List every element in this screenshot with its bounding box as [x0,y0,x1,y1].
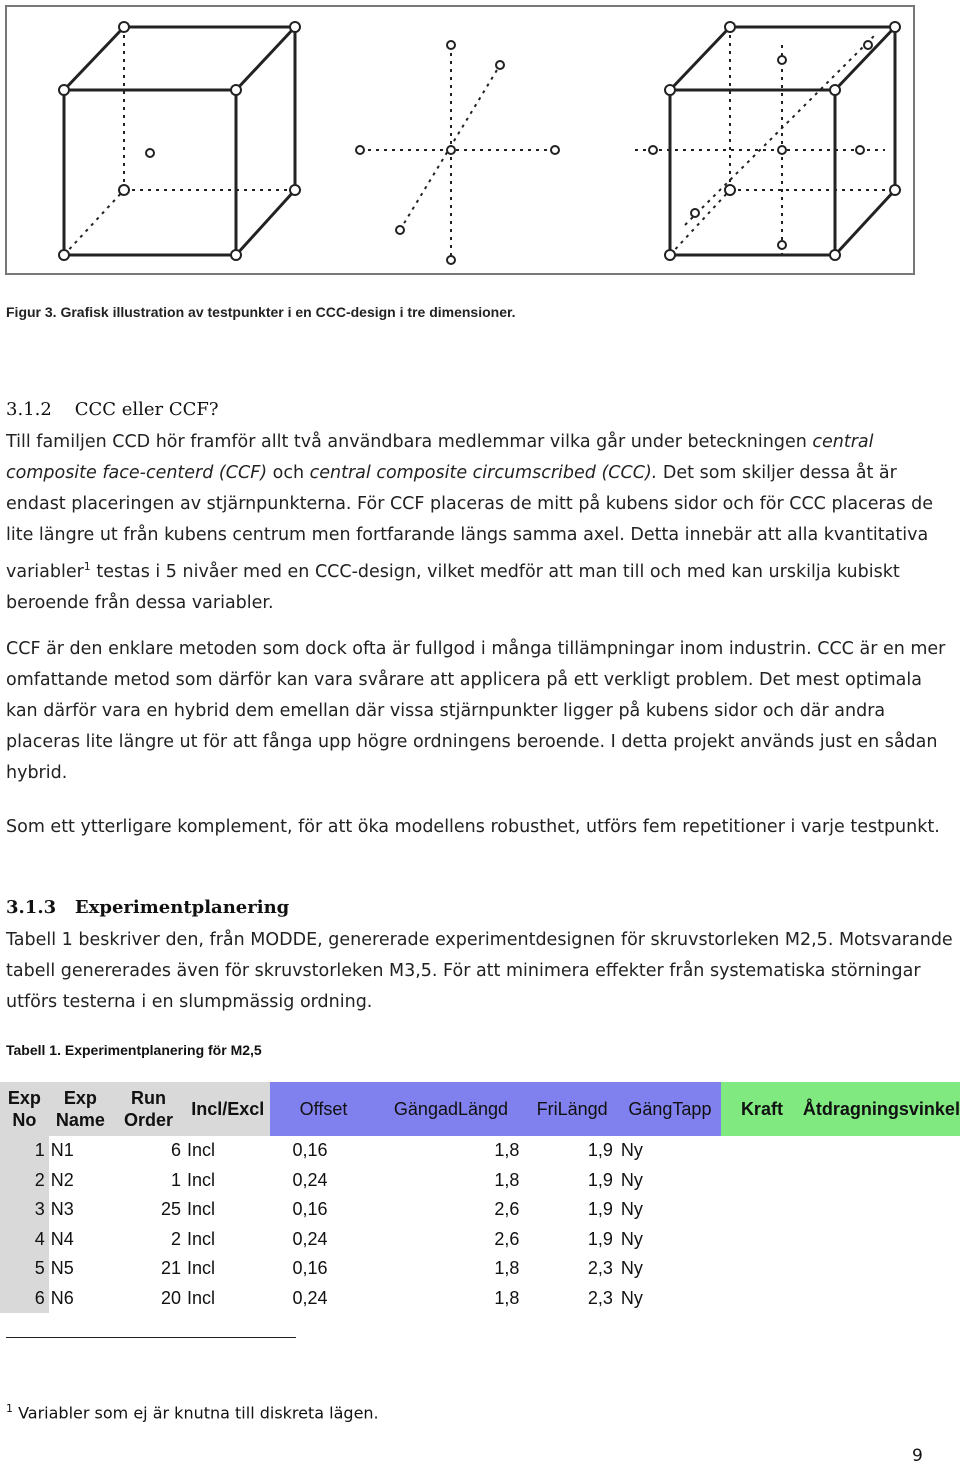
cell-offset: 0,16 [292,1258,328,1279]
cell-incl: Incl [187,1199,216,1220]
table-row [0,1136,960,1166]
footnote-divider [6,1337,296,1338]
cell-fri-langd: 1,9 [587,1228,613,1249]
cell-gangad-langd: 2,6 [494,1199,520,1220]
section-number: 3.1.2 [6,399,52,420]
cell-atdragningsvinkel [803,1225,960,1255]
figure-caption: Figur 3. Grafisk illustration av testpunkter i en CCC-design i tre dimensioner. [6,304,516,320]
figure-3-illustration [5,5,915,275]
cell-exp-name: N5 [50,1258,74,1279]
cell-atdragningsvinkel [803,1136,960,1166]
footnote: $^1$ Variabler som ej är knutna till diskreta lägen. [6,1402,379,1423]
cell-run-order: 20 [160,1287,181,1308]
cell-run-order: 2 [170,1228,181,1249]
table-row [0,1166,960,1196]
table-row [0,1225,960,1255]
cell-run-order: 1 [170,1169,181,1190]
header-atdragningsvinkel: Åtdragningsvinkel [803,1082,960,1136]
table-row [0,1195,960,1225]
experiment-design-table [0,1082,960,1313]
cell-gangad-langd: 1,8 [494,1169,520,1190]
table-row [0,1254,960,1284]
cell-offset: 0,24 [292,1169,328,1190]
cell-exp-name: N2 [50,1169,74,1190]
paragraph-experiment-planning: Tabell 1 beskriver den, från MODDE, genererade experimentdesignen för skruvstorleken M2,5. Motsvarande tabell genererades även för skruvstorleken M3,5. För att minimera effekter från systematiska störningar utförs testerna i en slumpmässig ordning. [6,930,953,1012]
cell-run-order: 21 [160,1258,181,1279]
table-header-row [0,1082,960,1136]
cell-fri-langd: 1,9 [587,1169,613,1190]
cell-offset: 0,24 [292,1287,328,1308]
header-exp-no: Exp No [0,1082,49,1136]
footnote-ref: 1 [83,560,91,573]
header-gang-tapp: GängTapp [619,1082,721,1136]
cell-kraft [721,1136,803,1166]
paragraph-repetitions: Som ett ytterligare komplement, för att öka modellens robusthet, utförs fem repetitioner i varje testpunkt. [6,817,940,837]
cell-incl: Incl [187,1287,216,1308]
cell-gang-tapp: Ny [620,1258,643,1279]
section-title: CCC eller CCF? [74,399,219,420]
cell-atdragningsvinkel [803,1254,960,1284]
cell-incl: Incl [187,1140,216,1161]
header-offset: Offset [270,1082,376,1136]
cell-atdragningsvinkel [803,1284,960,1314]
paragraph-ccd-family: Till familjen CCD hör framför allt två användbara medlemmar vilka går under beteckningen central composite face-centerd (CCF) och central composite circumscribed (CCC). Det som skiljer dessa åt är endast placeringen av stjärnpunkterna. För CCF placeras de mitt på kubens sidor och för CCC placeras de lite längre ut från kubens centrum men fortfarande längs samma axel. Detta innebär att alla kvantitativa variabler$^1$ testas i 5 nivåer med en CCC-design, vilket medför att man till och med kan urskilja kubiskt beroende från dessa variabler. [6,432,934,613]
cell-offset: 0,16 [292,1140,328,1161]
cell-exp-name: N4 [50,1228,74,1249]
page-number: 9 [912,1446,923,1466]
cell-exp-name: N1 [50,1140,74,1161]
header-kraft: Kraft [721,1082,803,1136]
cell-kraft [721,1166,803,1196]
cell-incl: Incl [187,1169,216,1190]
cell-fri-langd: 1,9 [587,1199,613,1220]
cell-exp-no: 5 [0,1254,49,1284]
cell-gangad-langd: 2,6 [494,1228,520,1249]
cell-gang-tapp: Ny [620,1199,643,1220]
cell-atdragningsvinkel [803,1195,960,1225]
header-exp-name: Exp Name [49,1082,112,1136]
section-3-1-3-heading: 3.1.3 Experimentplanering [6,897,290,918]
cell-incl: Incl [187,1258,216,1279]
cell-fri-langd: 2,3 [587,1287,613,1308]
cell-kraft [721,1225,803,1255]
cell-gangad-langd: 1,8 [494,1287,520,1308]
table-caption: Tabell 1. Experimentplanering för M2,5 [6,1042,262,1058]
header-gangad-langd: GängadLängd [377,1082,526,1136]
cell-gangad-langd: 1,8 [494,1258,520,1279]
cell-atdragningsvinkel [803,1166,960,1196]
header-incl-excl: Incl/Excl [185,1082,270,1136]
cell-fri-langd: 2,3 [587,1258,613,1279]
section-3-1-2-heading [6,399,219,420]
cell-gang-tapp: Ny [620,1169,643,1190]
cell-kraft [721,1254,803,1284]
cell-offset: 0,16 [292,1199,328,1220]
cell-kraft [721,1284,803,1314]
cell-gangad-langd: 1,8 [494,1140,520,1161]
cell-fri-langd: 1,9 [587,1140,613,1161]
table-row [0,1284,960,1314]
paragraph-ccf-vs-ccc: CCF är den enklare metoden som dock ofta är fullgod i många tillämpningar inom industrin. CCC är en mer omfattande metod som därför kan vara svårare att applicera på ett verkligt problem. Det mest optimala kan därför vara en hybrid dem emellan där vissa stjärnpunkter ligger på kubens sidor och där andra placeras lite längre ut för att fånga upp högre ordningens beroende. I detta projekt används just en sådan hybrid. [6,639,946,783]
cell-exp-no: 1 [0,1136,49,1166]
header-fri-langd: FriLängd [525,1082,618,1136]
cell-exp-name: N6 [50,1287,74,1308]
cell-run-order: 6 [170,1140,181,1161]
cell-offset: 0,24 [292,1228,328,1249]
cell-gang-tapp: Ny [620,1287,643,1308]
cell-exp-name: N3 [50,1199,74,1220]
cell-exp-no: 2 [0,1166,49,1196]
cell-kraft [721,1195,803,1225]
cell-gang-tapp: Ny [620,1228,643,1249]
cell-incl: Incl [187,1228,216,1249]
cell-exp-no: 6 [0,1284,49,1314]
header-run-order: Run Order [112,1082,185,1136]
cell-exp-no: 4 [0,1225,49,1255]
cell-gang-tapp: Ny [620,1140,643,1161]
cell-run-order: 25 [160,1199,181,1220]
cell-exp-no: 3 [0,1195,49,1225]
